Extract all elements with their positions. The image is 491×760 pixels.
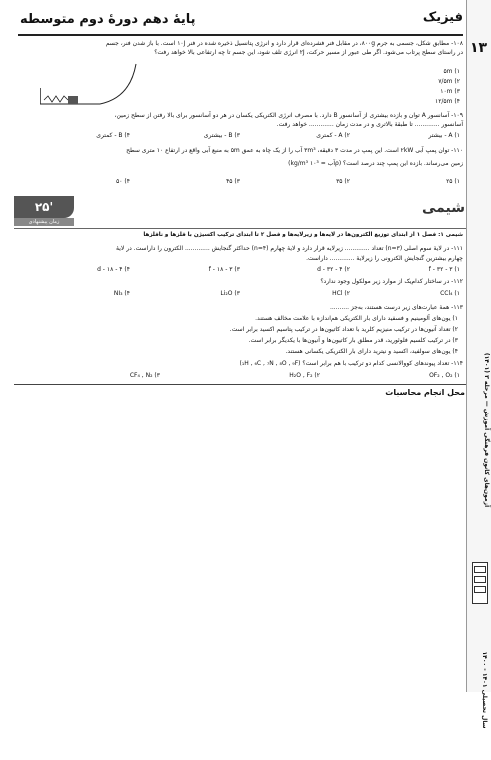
question-110-line-1: ۱۱۰- توان پمپ آبی ۲kW است. این پمپ در مدت ۳ دقیقه، ۳m³ آب را از یک چاه به عمق ۵m به منبع آبی واقع در ارتفاع ۱۰ متری سطح — [126, 147, 463, 154]
q111-option-4[interactable]: ۴) d - ۱۸ - ۴ — [97, 266, 130, 273]
q110-option-2[interactable]: ۲) ۳۵ — [336, 178, 350, 185]
q113-option-4[interactable]: ۴) یون‌های سولفید، اکسید و نیترید دارای بار الکتریکی یکسانی هستند. — [285, 348, 458, 355]
q113-option-1[interactable]: ۱) یون‌های آلومینیم و فسفید دارای بار الکتریکی هم‌اندازه با علامت مخالف هستند. — [255, 315, 458, 322]
question-114: ۱۱۴- تعداد پیوندهای کووالانسی کدام دو ترکیب با هم برابر است؟ (₁H , ₆C , ₇N , ₈O , ₉F) — [239, 360, 463, 367]
chemistry-divider — [14, 228, 466, 229]
q110-option-1[interactable]: ۱) ۲۵ — [446, 178, 460, 185]
q109-option-2[interactable]: ۲) A - کمتری — [316, 132, 350, 139]
question-111-line-2: چهارم بیشترین گنجایش الکترونی را زیرلایهٔ ............. داراست. — [306, 255, 463, 262]
q111-option-3[interactable]: ۳) f - ۱۸ - ۳ — [208, 266, 240, 273]
q113-option-3[interactable]: ۳) در ترکیب کلسیم فلوئورید، قدر مطلق بار کاتیون‌ها و آنیون‌ها با یکدیگر برابر است. — [248, 337, 458, 344]
q109-option-4[interactable]: ۴) B - کمتری — [96, 132, 130, 139]
sidebar-year: سال تحصیلی ۱۴۰۱ - ۱۴۰۰ — [481, 651, 488, 729]
q108-option-1[interactable]: ۱) ۵m — [443, 68, 460, 75]
chemistry-time-badge: ۲۵' — [14, 196, 74, 218]
question-108-line-2: در راستای سطح پرتاب می‌شود. اگر طی عبور از مسیر حرکت، ۲J انرژی تلف شود، این جسم تا چه ارتفاعی بالا خواهد رفت؟ — [154, 49, 463, 56]
q111-option-2[interactable]: ۲) d - ۳۲ - ۴ — [317, 266, 350, 273]
question-113: ۱۱۳- همهٔ عبارت‌های زیر درست هستند، به‌جز .......... — [329, 304, 463, 311]
sidebar-checkbox-icon — [472, 562, 488, 604]
chemistry-title: شیمی — [421, 200, 465, 216]
q112-option-3[interactable]: ۳) Li₂O — [220, 290, 240, 297]
q108-option-3[interactable]: ۳) ۱۰m — [440, 88, 460, 95]
chemistry-scope: شیمی ۱: فصل ۱ از ابتدای توزیع الکترون‌ها در لایه‌ها و زیرلایه‌ها و فصل ۲ تا ابتدای ترکیب اکسیژن با فلزها و نافلزها — [143, 232, 463, 238]
q113-option-2[interactable]: ۲) تعداد آنیون‌ها در ترکیب منیزیم کلرید با تعداد کاتیون‌ها در ترکیب پتاسیم اکسید برابر است. — [229, 326, 458, 333]
q108-option-4[interactable]: ۴) ۱۲/۵m — [434, 98, 460, 105]
question-112: ۱۱۲- در ساختار کدام‌یک از موارد زیر مولکول وجود ندارد؟ — [320, 278, 463, 285]
q110-option-3[interactable]: ۳) ۴۵ — [226, 178, 240, 185]
subject-title: فیزیک — [422, 10, 463, 25]
sidebar-vertical-title: آزمون‌های کانون فرهنگی آموزش — مرحله ۳ (۱۴۰۱) — [483, 352, 490, 508]
q109-option-3[interactable]: ۳) B - بیشتری — [203, 132, 240, 139]
q112-option-2[interactable]: ۲) HCl — [332, 290, 350, 297]
q109-option-1[interactable]: ۱) A - بیشتر — [428, 132, 460, 139]
q114-option-2[interactable]: ۲) H₂O , F₂ — [289, 372, 320, 379]
q112-option-1[interactable]: ۱) CCl₄ — [440, 290, 460, 297]
q114-option-1[interactable]: ۱) OF₂ , O₂ — [429, 372, 460, 379]
header-divider — [18, 34, 463, 36]
q114-option-3[interactable]: ۳) CF₄ , N₂ — [129, 372, 160, 379]
question-110-line-2: زمین می‌رساند. بازده این پمپ چند درصد است؟ (ρآب = ۱۰³ kg/m³) — [288, 160, 463, 167]
page-number: ۱۳ — [469, 40, 488, 56]
q108-option-2[interactable]: ۲) ۷/۵m — [438, 78, 460, 85]
q112-option-4[interactable]: ۴) NI₃ — [113, 290, 130, 297]
spring-ramp-figure — [40, 58, 140, 108]
q110-option-4[interactable]: ۴) ۵۰ — [116, 178, 130, 185]
chemistry-time-caption: زمان پیشنهادی — [14, 218, 74, 226]
q111-option-1[interactable]: ۱) f - ۳۲ - ۳ — [428, 266, 460, 273]
book-title: پایۀ دهم دورۀ دوم متوسطه — [20, 12, 196, 27]
question-108-line-1: ۱۰۸- مطابق شکل، جسمی به جرم ۸۰۰g، در مقابل فنر فشرده‌ای قرار دارد و انرژی پتانسیل ذخیره شده در فنر ۱۰J است. با باز شدن فنر، جسم — [105, 40, 463, 47]
calc-area-title: محل انجام محاسبات — [385, 388, 465, 397]
question-109-line-2: آسانسور ............. تا طبقهٔ بالاتری و در مدت زمان ............. خواهد رفت. — [276, 121, 463, 128]
question-109-line-1: ۱۰۹- آسانسور A توان و بازده بیشتری از آسانسور B دارد. با مصرف انرژی الکتریکی یکسان در هر دو آسانسور برای بالا رفتن از سطح زمین، — [114, 112, 463, 119]
question-111-line-1: ۱۱۱- در لایهٔ سوم اصلی (n=۳) تعداد ............. زیرلایه قرار دارد و لایهٔ چهارم (n=۴) حداکثر گنجایش ............. الکترون را داراست. در لایهٔ — [116, 245, 463, 252]
calc-area-divider — [14, 384, 466, 385]
